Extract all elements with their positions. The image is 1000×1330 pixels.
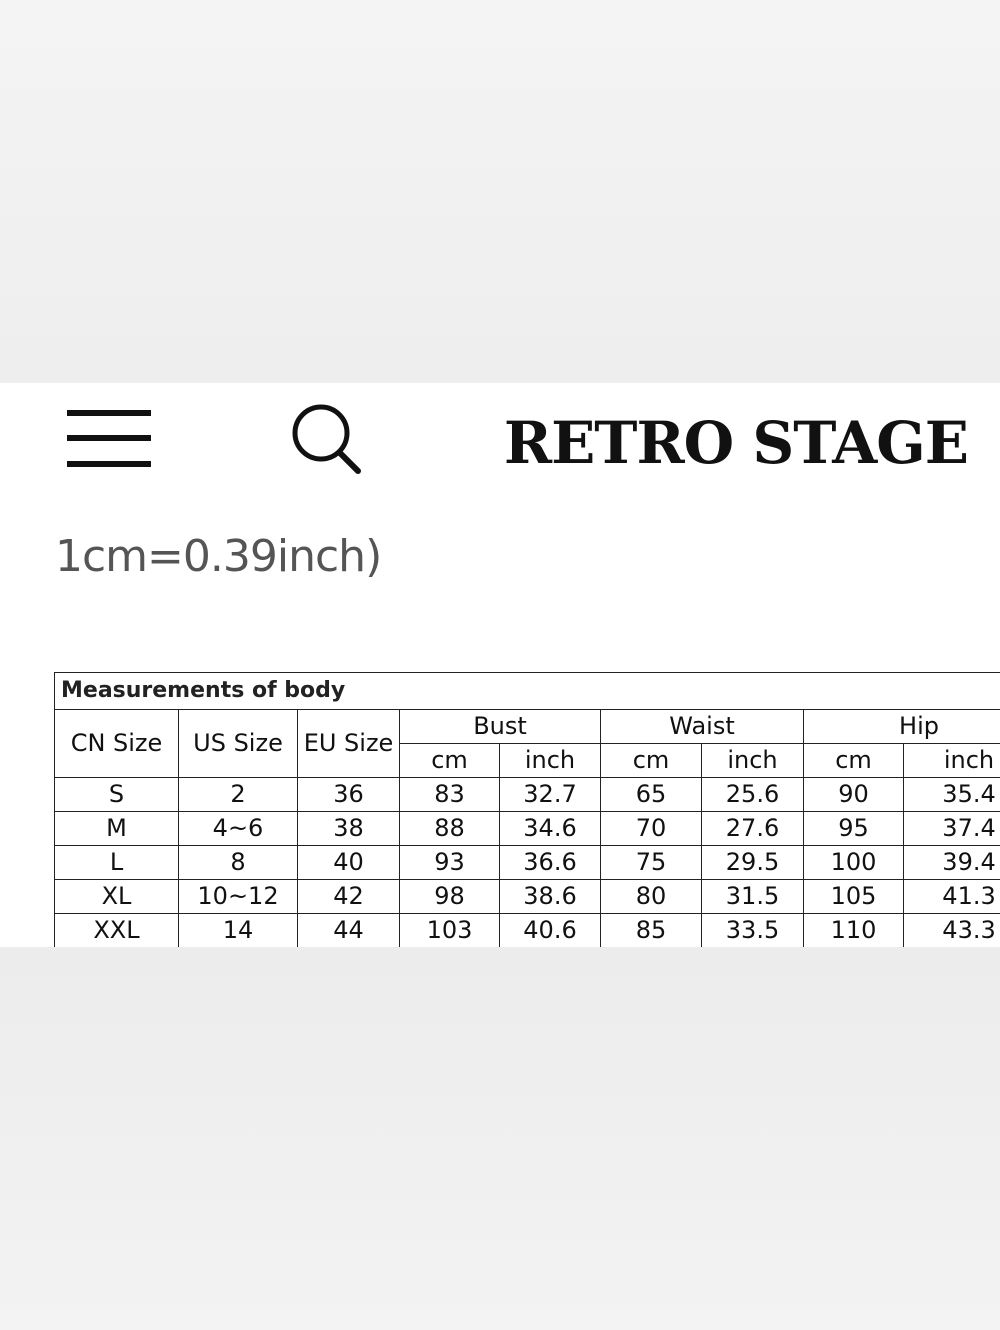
cell-bust-inch: 32.7 [500, 778, 601, 812]
cell-hip-inch: 39.4 [904, 846, 1000, 880]
cell-eu-size: 36 [298, 778, 400, 812]
cell-bust-cm: 88 [400, 812, 500, 846]
cell-waist-cm: 75 [601, 846, 702, 880]
column-header-bust-cm: cm [400, 744, 500, 778]
menu-bar [67, 461, 151, 467]
table-title: Measurements of body [55, 673, 1000, 710]
cell-us-size: 4~6 [179, 812, 298, 846]
cell-us-size: 14 [179, 914, 298, 948]
content-panel [0, 383, 1000, 947]
menu-bar [67, 435, 151, 441]
table-row [55, 778, 1000, 812]
table-row [55, 812, 1000, 846]
cell-waist-cm: 70 [601, 812, 702, 846]
column-group-bust: Bust [400, 710, 601, 744]
column-header-waist-cm: cm [601, 744, 702, 778]
table-row [55, 880, 1000, 914]
cell-bust-inch: 34.6 [500, 812, 601, 846]
cell-waist-inch: 33.5 [702, 914, 804, 948]
column-header-hip-inch: inch [904, 744, 1000, 778]
cell-waist-inch: 27.6 [702, 812, 804, 846]
cell-hip-inch: 43.3 [904, 914, 1000, 948]
brand-logo[interactable]: RETRO STAGE [503, 409, 968, 477]
cell-bust-cm: 98 [400, 880, 500, 914]
cell-waist-inch: 31.5 [702, 880, 804, 914]
cell-bust-inch: 40.6 [500, 914, 601, 948]
cell-hip-cm: 110 [804, 914, 904, 948]
cell-hip-inch: 35.4 [904, 778, 1000, 812]
table-row [55, 846, 1000, 880]
cell-bust-cm: 103 [400, 914, 500, 948]
cell-hip-inch: 41.3 [904, 880, 1000, 914]
cell-hip-cm: 95 [804, 812, 904, 846]
column-header-cn-size: CN Size [55, 710, 179, 778]
cell-waist-cm: 80 [601, 880, 702, 914]
unit-conversion-note: 1cm=0.39inch) [55, 531, 382, 582]
cell-bust-cm: 93 [400, 846, 500, 880]
bottom-background [0, 947, 1000, 1330]
cell-hip-cm: 100 [804, 846, 904, 880]
cell-waist-inch: 25.6 [702, 778, 804, 812]
column-group-hip: Hip [804, 710, 1000, 744]
hamburger-menu-icon[interactable] [67, 410, 151, 470]
cell-bust-inch: 36.6 [500, 846, 601, 880]
column-header-bust-inch: inch [500, 744, 601, 778]
column-header-hip-cm: cm [804, 744, 904, 778]
cell-cn-size: M [55, 812, 179, 846]
cell-bust-inch: 38.6 [500, 880, 601, 914]
column-header-waist-inch: inch [702, 744, 804, 778]
cell-bust-cm: 83 [400, 778, 500, 812]
cell-eu-size: 38 [298, 812, 400, 846]
cell-cn-size: XXL [55, 914, 179, 948]
column-header-us-size: US Size [179, 710, 298, 778]
cell-eu-size: 44 [298, 914, 400, 948]
cell-us-size: 8 [179, 846, 298, 880]
cell-waist-cm: 65 [601, 778, 702, 812]
cell-eu-size: 42 [298, 880, 400, 914]
column-group-waist: Waist [601, 710, 804, 744]
search-icon[interactable] [288, 401, 364, 477]
cell-waist-inch: 29.5 [702, 846, 804, 880]
cell-eu-size: 40 [298, 846, 400, 880]
cell-waist-cm: 85 [601, 914, 702, 948]
cell-us-size: 10~12 [179, 880, 298, 914]
cell-cn-size: S [55, 778, 179, 812]
top-background [0, 0, 1000, 383]
column-header-eu-size: EU Size [298, 710, 400, 778]
cell-hip-inch: 37.4 [904, 812, 1000, 846]
cell-hip-cm: 90 [804, 778, 904, 812]
table-row [55, 914, 1000, 948]
size-chart-table [54, 672, 1000, 947]
cell-cn-size: XL [55, 880, 179, 914]
cell-us-size: 2 [179, 778, 298, 812]
menu-bar [67, 410, 151, 416]
cell-hip-cm: 105 [804, 880, 904, 914]
cell-cn-size: L [55, 846, 179, 880]
